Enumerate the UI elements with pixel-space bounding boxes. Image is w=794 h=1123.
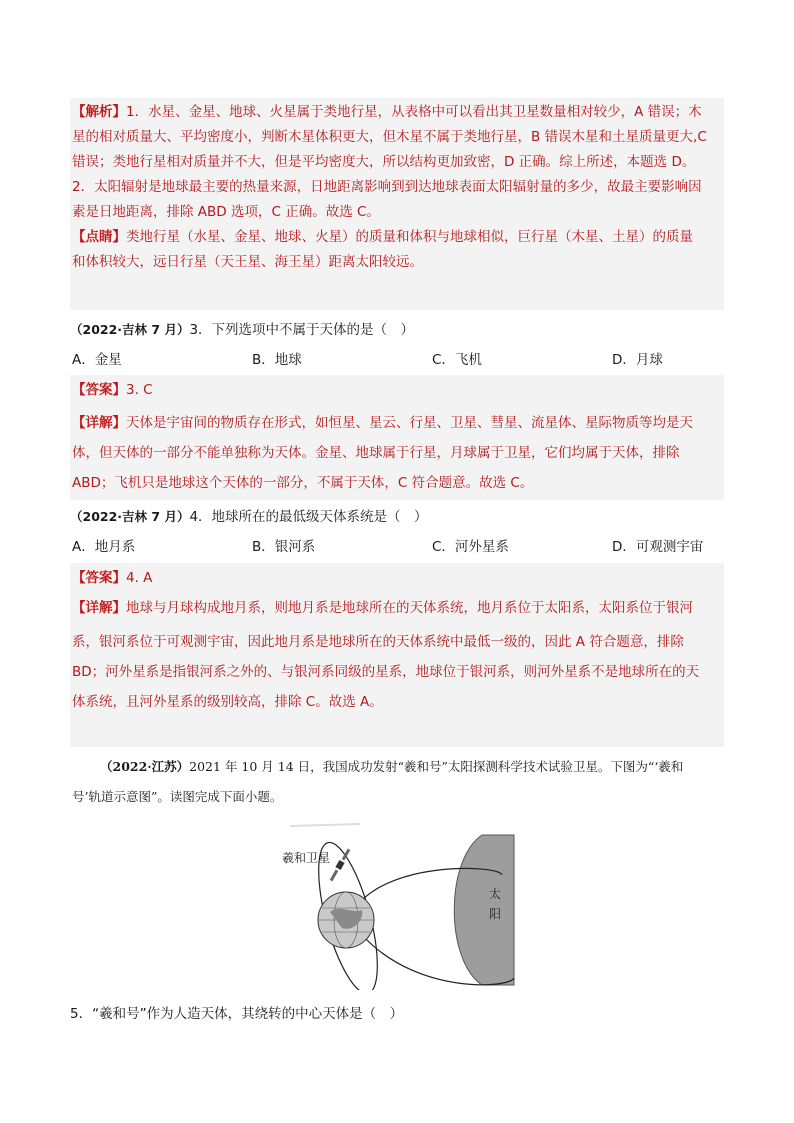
q3-option-d: D．月球 <box>612 352 663 368</box>
question-3: （2022·吉林 7 月）3．下列选项中不属于天体的是（ ） <box>70 322 415 338</box>
q4-option-a: A．地月系 <box>72 539 136 555</box>
satellite-label: 羲和卫星 <box>282 851 331 865</box>
q4-option-d: D．可观测宇宙 <box>612 539 704 555</box>
detail-line: ABD；飞机只是地球这个天体的一部分，不属于天体，C 符合题意。故选 C。 <box>72 475 534 491</box>
tip-line: 【点睛】类地行星（水星、金星、地球、火星）的质量和体积与地球相似，巨行星（木星、土星）的质量 <box>72 229 693 245</box>
sun-label: 阳 <box>489 907 502 921</box>
q3-option-a: A．金星 <box>72 352 122 368</box>
q4-option-b: B．银河系 <box>252 539 316 555</box>
question-stem: 号’轨道示意图”。读图完成下面小题。 <box>72 789 283 804</box>
detail-line: 【详解】天体是宇宙间的物质存在形式，如恒星、星云、行星、卫星、彗星、流星体、星际物质等均是天 <box>72 415 693 431</box>
detail-line: BD；河外星系是指银河系之外的、与银河系同级的星系，地球位于银河系，则河外星系不是地球所在的天 <box>72 664 700 680</box>
q3-option-b: B．地球 <box>252 352 302 368</box>
q3-option-c: C．飞机 <box>432 352 482 368</box>
detail-line: 体系统，且河外星系的级别较高，排除 C。故选 A。 <box>72 694 383 710</box>
answer-line: 【答案】3. C <box>72 382 153 398</box>
q4-option-c: C．河外星系 <box>432 539 509 555</box>
detail-line: 系，银河系位于可观测宇宙，因此地月系是地球所在的天体系统中最低一级的，因此 A 符合题意，排除 <box>72 634 684 650</box>
answer-block <box>70 563 724 747</box>
orbit-diagram <box>270 820 520 990</box>
tip-line: 和体积较大，远日行星（天王星、海王星）距离太阳较远。 <box>72 254 423 270</box>
analysis-line: 2．太阳辐射是地球最主要的热量来源，日地距离影响到到达地球表面太阳辐射量的多少，故最主要影响因 <box>72 179 702 195</box>
question-stem: （2022·江苏）2021 年 10 月 14 日，我国成功发射“羲和号”太阳探测科学技术试验卫星。下图为“‘羲和 <box>100 759 684 774</box>
analysis-line: 素是日地距离，排除 ABD 选项，C 正确。故选 C。 <box>72 204 380 220</box>
analysis-line: 错误；类地行星相对质量并不大，但是平均密度大，所以结构更加致密，D 正确。综上所述，本题选 D。 <box>72 154 696 170</box>
detail-line: 体，但天体的一部分不能单独称为天体。金星、地球属于行星，月球属于卫星，它们均属于天体，排除 <box>72 445 680 461</box>
answer-line: 【答案】4. A <box>72 570 153 586</box>
question-4: （2022·吉林 7 月）4．地球所在的最低级天体系统是（ ） <box>70 509 428 525</box>
analysis-line: 星的相对质量大、平均密度小，判断木星体积更大，但木星不属于类地行星，B 错误木星和土星质量更大,C <box>72 129 707 145</box>
question-5: 5．“羲和号”作为人造天体，其绕转的中心天体是（ ） <box>70 1006 404 1022</box>
detail-line: 【详解】地球与月球构成地月系，则地月系是地球所在的天体系统，地月系位于太阳系，太阳系位于银河 <box>72 600 693 616</box>
sun-label: 太 <box>489 887 502 901</box>
analysis-line: 【解析】1．水星、金星、地球、火星属于类地行星，从表格中可以看出其卫星数量相对较少，A 错误；木 <box>72 104 702 120</box>
